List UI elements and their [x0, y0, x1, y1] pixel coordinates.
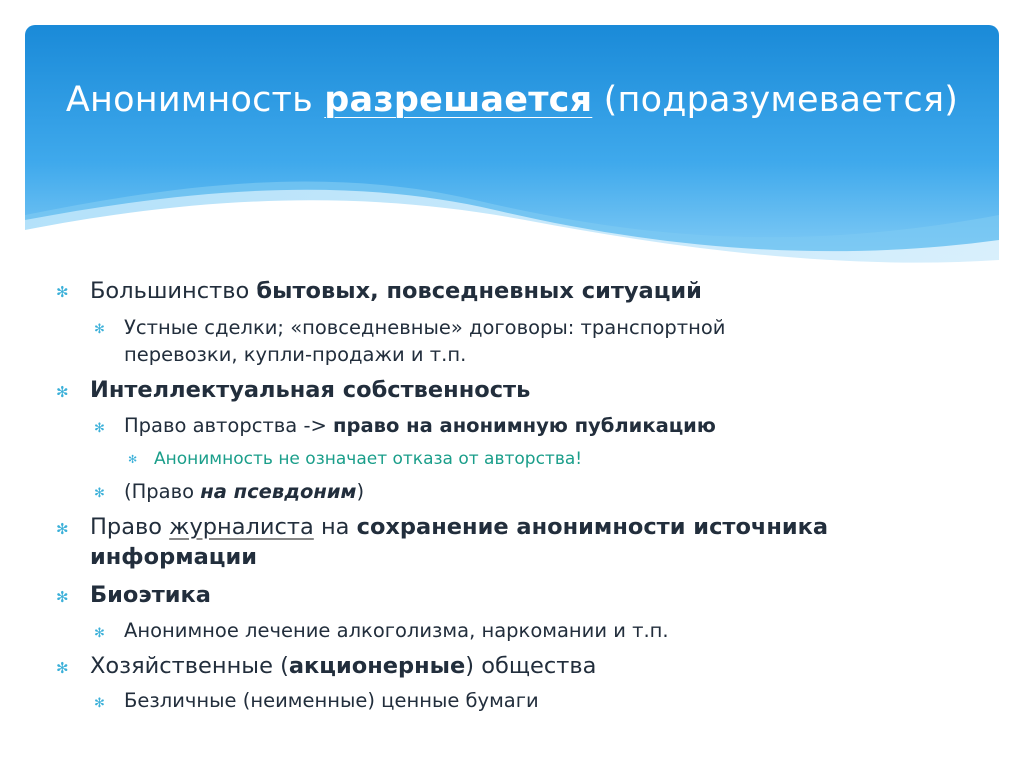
list-item: Право авторства -> право на анонимную публикацию — [124, 414, 716, 437]
asterisk-icon: ✻ — [94, 486, 105, 501]
asterisk-icon: ✻ — [56, 588, 69, 606]
list-item: информации — [90, 544, 257, 570]
list-item: Интеллектуальная собственность — [90, 377, 531, 403]
list-item: Право журналиста на сохранение анонимности источника — [90, 514, 829, 540]
asterisk-icon: ✻ — [56, 520, 69, 538]
list-item: (Право на псевдоним) — [124, 480, 365, 503]
slide-title: Анонимность разрешается (подразумевается) — [65, 80, 959, 120]
asterisk-icon: ✻ — [94, 626, 105, 641]
asterisk-icon: ✻ — [56, 659, 69, 677]
list-item: Большинство бытовых, повседневных ситуаций — [90, 278, 702, 304]
list-item: Анонимное лечение алкоголизма, наркомании и т.п. — [124, 619, 669, 642]
asterisk-icon: ✻ — [94, 322, 105, 337]
list-item: Безличные (неименные) ценные бумаги — [124, 689, 539, 712]
asterisk-icon: ✻ — [56, 383, 69, 401]
asterisk-icon: ✻ — [94, 421, 105, 436]
asterisk-icon: ✻ — [128, 453, 138, 466]
asterisk-icon: ✻ — [94, 696, 105, 711]
list-item: Биоэтика — [90, 582, 211, 608]
journalist-link[interactable]: журналиста — [169, 514, 314, 540]
list-item: Хозяйственные (акционерные) общества — [90, 653, 597, 679]
asterisk-icon: ✻ — [56, 283, 69, 301]
list-item: Анонимность не означает отказа от авторства! — [154, 449, 583, 469]
list-item: Устные сделки; «повседневные» договоры: транспортной — [124, 316, 726, 339]
list-item: перевозки, купли-продажи и т.п. — [124, 343, 467, 366]
